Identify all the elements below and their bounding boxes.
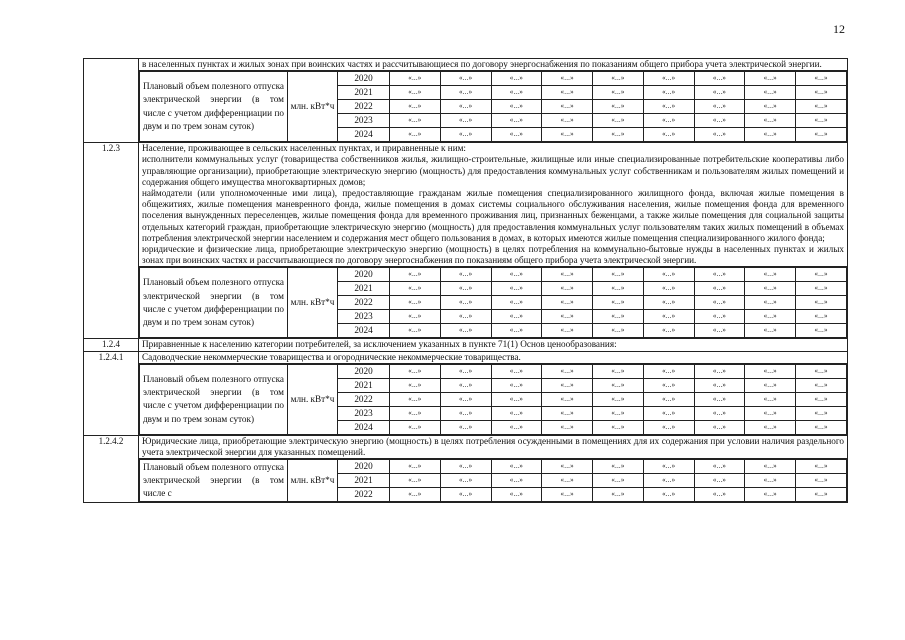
value-cell: «...» — [542, 128, 593, 142]
value-cell: «...» — [542, 282, 593, 296]
value-cell: «...» — [440, 488, 491, 502]
value-cell: «...» — [694, 268, 745, 282]
value-cell: «...» — [796, 114, 847, 128]
value-cell: «...» — [542, 100, 593, 114]
value-cell: «...» — [694, 474, 745, 488]
value-cell: «...» — [694, 128, 745, 142]
value-cell: «...» — [745, 488, 796, 502]
value-cell: «...» — [491, 406, 542, 420]
value-cell: «...» — [745, 310, 796, 324]
section-paragraph: юридические и физические лица, приобретающие электрическую энергию (мощность) в целях потребления на коммунально-бытовые нужды в населенных пунктах и жилых зонах при воинских частях и рассчитывающиеся по договору энергоснабжения по показаниям общего прибора учета электрической энергии. — [142, 244, 844, 266]
value-cell: «...» — [491, 128, 542, 142]
value-cell: «...» — [440, 474, 491, 488]
value-cell: «...» — [390, 392, 441, 406]
value-cell: «...» — [542, 420, 593, 434]
table-row — [84, 143, 848, 267]
document-table — [83, 58, 848, 503]
value-cell: «...» — [390, 114, 441, 128]
year-cell: 2024 — [338, 128, 390, 142]
value-cell: «...» — [745, 114, 796, 128]
value-cell: «...» — [694, 406, 745, 420]
table-row — [84, 363, 848, 435]
value-cell: «...» — [542, 460, 593, 474]
year-cell: 2021 — [338, 282, 390, 296]
value-cell: «...» — [593, 72, 644, 86]
value-cell: «...» — [390, 310, 441, 324]
value-cell: «...» — [390, 460, 441, 474]
row-number: 1.2.4.2 — [84, 435, 139, 502]
unit-label: млн. кВт*ч — [288, 72, 338, 142]
continuation-text: в населенных пунктах и жилых зонах при воинских частях и рассчитывающиеся по договору энергоснабжения по показаниям общего прибора учета электрической энергии. — [139, 59, 848, 71]
plan-block — [139, 71, 848, 143]
value-cell: «...» — [694, 378, 745, 392]
value-cell: «...» — [491, 282, 542, 296]
value-cell: «...» — [440, 420, 491, 434]
value-cell: «...» — [390, 86, 441, 100]
year-cell: 2023 — [338, 406, 390, 420]
value-cell: «...» — [390, 282, 441, 296]
value-cell: «...» — [440, 72, 491, 86]
value-cell: «...» — [491, 268, 542, 282]
value-cell: «...» — [390, 420, 441, 434]
value-cell: «...» — [796, 72, 847, 86]
value-cell: «...» — [745, 474, 796, 488]
value-cell: «...» — [796, 392, 847, 406]
value-cell: «...» — [593, 114, 644, 128]
value-cell: «...» — [593, 378, 644, 392]
year-cell: 2024 — [338, 420, 390, 434]
value-cell: «...» — [440, 392, 491, 406]
row-number: 1.2.4.1 — [84, 351, 139, 435]
unit-label: млн. кВт*ч — [288, 460, 338, 502]
plan-block — [139, 267, 848, 339]
value-cell: «...» — [745, 378, 796, 392]
year-cell: 2022 — [338, 488, 390, 502]
page-number: 12 — [833, 22, 845, 36]
value-cell: «...» — [491, 460, 542, 474]
value-cell: «...» — [390, 268, 441, 282]
plan-table — [139, 71, 847, 142]
value-cell: «...» — [593, 310, 644, 324]
unit-label: млн. кВт*ч — [288, 364, 338, 434]
section-title: Население, проживающее в сельских населенных пунктах, и приравненные к ним: — [142, 143, 466, 154]
table-row — [84, 351, 848, 363]
value-cell: «...» — [643, 268, 694, 282]
value-cell: «...» — [491, 86, 542, 100]
value-cell: «...» — [440, 114, 491, 128]
value-cell: «...» — [491, 324, 542, 338]
value-cell: «...» — [440, 378, 491, 392]
value-cell: «...» — [643, 460, 694, 474]
value-cell: «...» — [643, 474, 694, 488]
document-table-wrap — [83, 58, 847, 503]
value-cell: «...» — [694, 100, 745, 114]
value-cell: «...» — [542, 392, 593, 406]
value-cell: «...» — [643, 86, 694, 100]
value-cell: «...» — [390, 474, 441, 488]
value-cell: «...» — [593, 296, 644, 310]
value-cell: «...» — [491, 72, 542, 86]
value-cell: «...» — [643, 100, 694, 114]
value-cell: «...» — [390, 488, 441, 502]
year-cell: 2020 — [338, 460, 390, 474]
value-cell: «...» — [643, 72, 694, 86]
value-cell: «...» — [542, 324, 593, 338]
value-cell: «...» — [542, 378, 593, 392]
value-cell: «...» — [390, 378, 441, 392]
value-cell: «...» — [643, 420, 694, 434]
value-cell: «...» — [440, 86, 491, 100]
value-cell: «...» — [440, 324, 491, 338]
value-cell: «...» — [745, 72, 796, 86]
value-cell: «...» — [440, 296, 491, 310]
table-row — [84, 435, 848, 458]
value-cell: «...» — [593, 406, 644, 420]
value-cell: «...» — [593, 488, 644, 502]
year-cell: 2020 — [338, 364, 390, 378]
value-cell: «...» — [745, 420, 796, 434]
section-paragraph: наймодатели (или уполномоченные ими лица), предоставляющие гражданам жилые помещения специализированного жилищного фонда, включая жилые помещения в общежитиях, жилые помещения маневренного фонда, жилые помещения в домах системы социального обслуживания населения, жилые помещения фонда для временного поселения вынужденных переселенцев, жилые помещения фонда для временного проживания лиц, признанных беженцами, а также жилые помещения для социальной защиты отдельных категорий граждан, приобретающие электрическую энергию (мощность) для предоставления коммунальных услуг пользователям таких жилых помещений в объемах потребления электрической энергии населением и содержания мест общего пользования в домах, в которых имеются жилые помещения специализированного жилого фонда; — [142, 188, 844, 243]
value-cell: «...» — [593, 86, 644, 100]
value-cell: «...» — [796, 86, 847, 100]
value-cell: «...» — [593, 324, 644, 338]
value-cell: «...» — [491, 488, 542, 502]
section-title: Приравненные к населению категории потребителей, за исключением указанных в пункте 71(1) Основ ценообразования: — [139, 339, 848, 351]
value-cell: «...» — [542, 488, 593, 502]
value-cell: «...» — [440, 364, 491, 378]
value-cell: «...» — [694, 392, 745, 406]
value-cell: «...» — [491, 474, 542, 488]
value-cell: «...» — [491, 310, 542, 324]
section-title: Юридические лица, приобретающие электрическую энергию (мощность) в целях потребления осужденными в помещениях для их содержания при условии наличия раздельного учета электрической энергии для указанных помещений. — [139, 435, 848, 458]
value-cell: «...» — [593, 282, 644, 296]
year-cell: 2022 — [338, 296, 390, 310]
value-cell: «...» — [796, 100, 847, 114]
value-cell: «...» — [440, 100, 491, 114]
value-cell: «...» — [593, 268, 644, 282]
value-cell: «...» — [796, 268, 847, 282]
value-cell: «...» — [542, 296, 593, 310]
value-cell: «...» — [694, 296, 745, 310]
value-cell: «...» — [593, 364, 644, 378]
plan-row — [140, 364, 847, 378]
value-cell: «...» — [440, 460, 491, 474]
value-cell: «...» — [694, 364, 745, 378]
value-cell: «...» — [593, 392, 644, 406]
value-cell: «...» — [440, 406, 491, 420]
plan-block — [139, 459, 848, 503]
value-cell: «...» — [440, 128, 491, 142]
value-cell: «...» — [745, 268, 796, 282]
value-cell: «...» — [593, 420, 644, 434]
value-cell: «...» — [745, 296, 796, 310]
value-cell: «...» — [593, 100, 644, 114]
row-number — [84, 59, 139, 143]
value-cell: «...» — [796, 282, 847, 296]
value-cell: «...» — [796, 420, 847, 434]
value-cell: «...» — [491, 364, 542, 378]
value-cell: «...» — [694, 72, 745, 86]
value-cell: «...» — [390, 324, 441, 338]
value-cell: «...» — [643, 128, 694, 142]
year-cell: 2022 — [338, 392, 390, 406]
plan-block — [139, 363, 848, 435]
section-text — [139, 143, 848, 267]
value-cell: «...» — [542, 114, 593, 128]
year-cell: 2021 — [338, 378, 390, 392]
plan-row — [140, 268, 847, 282]
year-cell: 2021 — [338, 474, 390, 488]
table-row — [84, 459, 848, 503]
value-cell: «...» — [643, 114, 694, 128]
year-cell: 2022 — [338, 100, 390, 114]
value-cell: «...» — [491, 392, 542, 406]
plan-row — [140, 72, 847, 86]
value-cell: «...» — [593, 474, 644, 488]
value-cell: «...» — [694, 488, 745, 502]
table-row — [84, 267, 848, 339]
value-cell: «...» — [643, 406, 694, 420]
value-cell: «...» — [745, 406, 796, 420]
value-cell: «...» — [491, 100, 542, 114]
value-cell: «...» — [390, 364, 441, 378]
value-cell: «...» — [542, 474, 593, 488]
value-cell: «...» — [491, 378, 542, 392]
value-cell: «...» — [491, 114, 542, 128]
value-cell: «...» — [390, 128, 441, 142]
year-cell: 2021 — [338, 86, 390, 100]
value-cell: «...» — [745, 324, 796, 338]
value-cell: «...» — [542, 364, 593, 378]
value-cell: «...» — [542, 310, 593, 324]
value-cell: «...» — [796, 364, 847, 378]
value-cell: «...» — [745, 128, 796, 142]
year-cell: 2023 — [338, 310, 390, 324]
plan-table — [139, 267, 847, 338]
value-cell: «...» — [796, 324, 847, 338]
value-cell: «...» — [745, 460, 796, 474]
value-cell: «...» — [643, 364, 694, 378]
value-cell: «...» — [796, 128, 847, 142]
table-row — [84, 71, 848, 143]
row-number: 1.2.3 — [84, 143, 139, 339]
value-cell: «...» — [390, 296, 441, 310]
value-cell: «...» — [593, 128, 644, 142]
value-cell: «...» — [694, 114, 745, 128]
year-cell: 2020 — [338, 72, 390, 86]
value-cell: «...» — [796, 310, 847, 324]
value-cell: «...» — [694, 420, 745, 434]
value-cell: «...» — [796, 488, 847, 502]
value-cell: «...» — [643, 296, 694, 310]
value-cell: «...» — [796, 460, 847, 474]
plan-label: Плановый объем полезного отпуска электрической энергии (в том числе с учетом дифференциации по двум и по трем зонам суток) — [140, 364, 288, 434]
table-row — [84, 59, 848, 71]
year-cell: 2024 — [338, 324, 390, 338]
value-cell: «...» — [694, 86, 745, 100]
value-cell: «...» — [390, 100, 441, 114]
value-cell: «...» — [796, 474, 847, 488]
value-cell: «...» — [440, 268, 491, 282]
value-cell: «...» — [390, 406, 441, 420]
value-cell: «...» — [542, 86, 593, 100]
plan-label: Плановый объем полезного отпуска электрической энергии (в том числе с учетом дифференциации по двум и по трем зонам суток) — [140, 72, 288, 142]
value-cell: «...» — [542, 406, 593, 420]
value-cell: «...» — [542, 72, 593, 86]
value-cell: «...» — [796, 406, 847, 420]
value-cell: «...» — [643, 310, 694, 324]
value-cell: «...» — [643, 282, 694, 296]
value-cell: «...» — [694, 460, 745, 474]
unit-label: млн. кВт*ч — [288, 268, 338, 338]
value-cell: «...» — [694, 282, 745, 296]
year-cell: 2020 — [338, 268, 390, 282]
plan-label: Плановый объем полезного отпуска электрической энергии (в том числе с — [140, 460, 288, 502]
value-cell: «...» — [796, 296, 847, 310]
value-cell: «...» — [745, 86, 796, 100]
value-cell: «...» — [491, 296, 542, 310]
section-title: Садоводческие некоммерческие товарищества и огороднические некоммерческие товарищества. — [139, 351, 848, 363]
value-cell: «...» — [745, 100, 796, 114]
value-cell: «...» — [643, 324, 694, 338]
row-number: 1.2.4 — [84, 339, 139, 351]
value-cell: «...» — [745, 392, 796, 406]
value-cell: «...» — [694, 310, 745, 324]
plan-table — [139, 364, 847, 435]
plan-table — [139, 459, 847, 502]
value-cell: «...» — [440, 310, 491, 324]
value-cell: «...» — [390, 72, 441, 86]
value-cell: «...» — [643, 378, 694, 392]
value-cell: «...» — [643, 488, 694, 502]
value-cell: «...» — [491, 420, 542, 434]
value-cell: «...» — [745, 364, 796, 378]
value-cell: «...» — [643, 392, 694, 406]
year-cell: 2023 — [338, 114, 390, 128]
value-cell: «...» — [542, 268, 593, 282]
value-cell: «...» — [694, 324, 745, 338]
value-cell: «...» — [796, 378, 847, 392]
value-cell: «...» — [593, 460, 644, 474]
section-paragraph: исполнители коммунальных услуг (товарищества собственников жилья, жилищно-строительные, жилищные или иные специализированные потребительские кооперативы либо управляющие организации), приобретающие электрическую энергию (мощность) для предоставления коммунальных услуг собственникам и пользователям жилых помещений и содержания общего имущества многоквартирных домов; — [142, 154, 844, 187]
value-cell: «...» — [745, 282, 796, 296]
plan-row — [140, 460, 847, 474]
value-cell: «...» — [440, 282, 491, 296]
plan-label: Плановый объем полезного отпуска электрической энергии (в том числе с учетом дифференциации по двум и по трем зонам суток) — [140, 268, 288, 338]
table-row — [84, 339, 848, 351]
